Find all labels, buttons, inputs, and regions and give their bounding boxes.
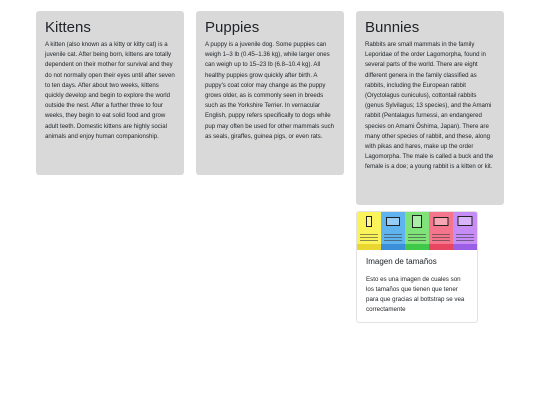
- device-panel: [405, 212, 429, 250]
- card-puppies: [196, 11, 344, 175]
- image-card-text: Esto es una imagen de cuales son los tamaños que tienen que tener para que gracias al bottstrap se vea correctamente: [366, 276, 465, 313]
- image-card-title: Imagen de tamaños: [366, 257, 437, 266]
- device-panel: [429, 212, 453, 250]
- card-text: A puppy is a juvenile dog. Some puppies can weigh 1–3 lb (0.45–1.36 kg), while larger ones can weigh up to 15–23 lb (6.8–10.4 kg). All healthy puppies grow quickly after birth. A puppy's coat color may change as the puppy grows older, as is commonly seen in breeds such as the Yorkshire Terrier. In vernacular English, puppy refers specifically to dogs while pup may often be used for other mammals such as seals, giraffes, guinea pigs, or even rats.: [205, 41, 335, 140]
- card-title: Kittens: [45, 19, 91, 36]
- phone-portrait-icon: [366, 216, 372, 227]
- card-text: A kitten (also known as a kitty or kitty cat) is a juvenile cat. After being born, kittens are totally dependent on their mother for survival and they do not normally open their eyes until after seven to ten days. After about two weeks, kittens quickly develop and begin to explore the world outside the nest. After a further three to four weeks, they begin to eat solid food and grow adult teeth. Domestic kittens are highly social animals and enjoy human companionship.: [45, 41, 175, 140]
- device-panel: [453, 212, 477, 250]
- device-panel: [381, 212, 405, 250]
- card-title: Bunnies: [365, 19, 420, 36]
- image-card-body: [357, 250, 477, 322]
- card-title: Puppies: [205, 19, 260, 36]
- image-card: [356, 211, 478, 323]
- card-bunnies: [356, 11, 504, 205]
- responsive-sizes-image: [357, 212, 477, 250]
- tablet-icon: [412, 215, 422, 228]
- device-panel: [357, 212, 381, 250]
- desktop-monitor-icon: [458, 216, 473, 226]
- card-text: Rabbits are small mammals in the family Leporidae of the order Lagomorpha, found in several parts of the world. There are eight different genera in the family classified as rabbits, including the European rabbit (Oryctolagus cuniculus), cottontail rabbits (genus Sylvilagus; 13 species), and the Amami rabbit (Pentalagus furnessi, an endangered species on Amami Ōshima, Japan). There are many other species of rabbit, and these, along with pikas and hares, make up the order Lagomorpha. The male is called a buck and the female is a doe; a young rabbit is a kitten or kit.: [365, 41, 494, 171]
- laptop-icon: [434, 217, 449, 226]
- phone-landscape-icon: [386, 217, 400, 226]
- card-kittens: [36, 11, 184, 175]
